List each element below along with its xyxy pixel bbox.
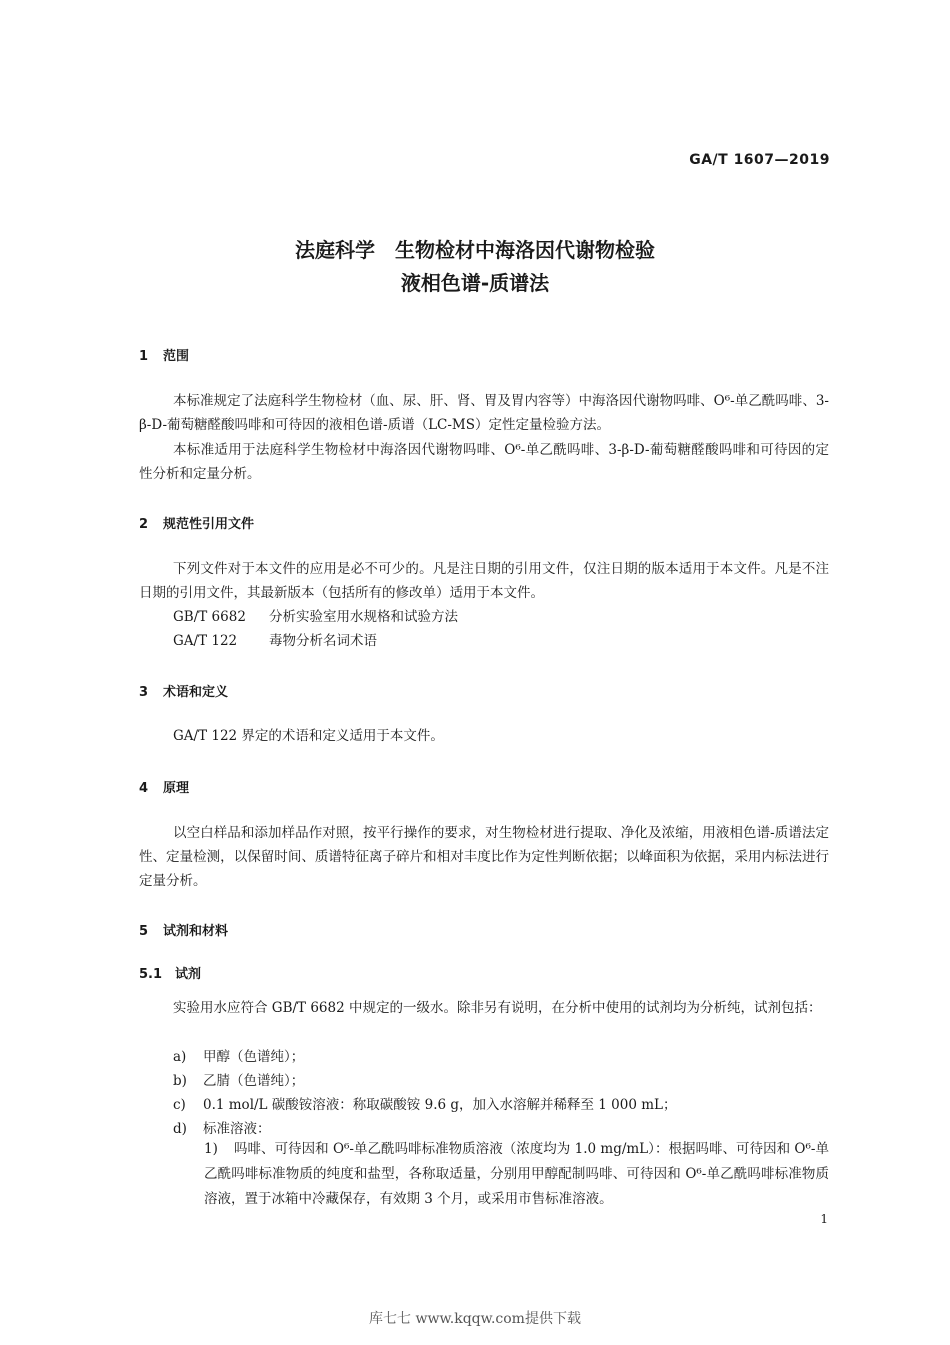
section-4-paragraph-1: 以空白样品和添加样品作对照，按平行操作的要求，对生物检材进行提取、净化及浓缩，用液相色谱-质谱法定性、定量检测，以保留时间、质谱特征离子碎片和相对丰度比作为定性判断依据；以峰面积为依据，采用内标法进行定量分析。 [139, 825, 829, 889]
item-mark: b) [173, 1073, 187, 1089]
standard-code: GA/T 1607—2019 [689, 152, 830, 168]
section-title: 范围 [163, 349, 190, 364]
section-number: 5 [139, 924, 149, 939]
section-title: 试剂和材料 [163, 924, 229, 939]
section-2-paragraph-1: 下列文件对于本文件的应用是必不可少的。凡是注日期的引用文件，仅注日期的版本适用于本文件。凡是不注日期的引用文件，其最新版本（包括所有的修改单）适用于本文件。 [139, 561, 829, 601]
section-1-paragraph-1: 本标准规定了法庭科学生物检材（血、尿、肝、肾、胃及胃内容等）中海洛因代谢物吗啡、O⁶-单乙酰吗啡、3-β-D-葡萄糖醛酸吗啡和可待因的液相色谱-质谱（LC-MS）定性定量检验方法。 [139, 393, 829, 433]
reagent-item-a [173, 1045, 304, 1069]
page-number: 1 [820, 1212, 828, 1226]
section-title: 原理 [163, 781, 190, 796]
section-4-heading [139, 777, 189, 796]
document-title-line2: 液相色谱-质谱法 [400, 271, 550, 295]
section-5-heading [139, 920, 228, 939]
section-number: 1 [139, 349, 149, 364]
standard-solution-item-1 [204, 1137, 829, 1212]
reagent-item-b [173, 1069, 304, 1093]
reference-title: 分析实验室用水规格和试验方法 [269, 609, 458, 625]
section-number: 3 [139, 685, 149, 700]
reagent-item-c [173, 1093, 677, 1117]
subsection-number: 5.1 [139, 967, 163, 982]
section-1-heading [139, 345, 189, 364]
item-text: 吗啡、可待因和 O⁶-单乙酰吗啡标准物质溶液（浓度均为 1.0 mg/mL）：根据吗啡、可待因和 O⁶-单乙酰吗啡标准物质的纯度和盐型，各称取适量，分别用甲醇配制吗啡、可待因和 O⁶-单乙酰吗啡标准物质溶液，置于冰箱中冷藏保存，有效期 3 个月，或采用市售标准溶液。 [204, 1141, 829, 1207]
section-number: 2 [139, 517, 149, 532]
footer-watermark: 库七七 www.kqqw.com提供下载 [369, 1311, 581, 1327]
subsection-title: 试剂 [175, 967, 202, 982]
section-title: 术语和定义 [163, 685, 229, 700]
item-text: 甲醇（色谱纯）； [203, 1049, 305, 1065]
section-3-heading [139, 681, 228, 700]
document-title-line1: 法庭科学 生物检材中海洛因代谢物检验 [295, 238, 655, 262]
reference-title: 毒物分析名词术语 [269, 633, 377, 649]
section-number: 4 [139, 781, 149, 796]
item-text: 标准溶液： [203, 1121, 271, 1137]
item-text: 0.1 mol/L 碳酸铵溶液：称取碳酸铵 9.6 g，加入水溶解并稀释至 1 000 mL； [203, 1097, 677, 1113]
item-text: 乙腈（色谱纯）； [203, 1073, 305, 1089]
normative-reference-2 [173, 629, 377, 653]
item-mark: 1) [204, 1141, 218, 1157]
section-3-paragraph-1: GA/T 122 界定的术语和定义适用于本文件。 [173, 728, 444, 744]
item-mark: d) [173, 1121, 187, 1137]
reference-code: GB/T 6682 [173, 609, 246, 625]
reference-code: GA/T 122 [173, 633, 238, 649]
section-title: 规范性引用文件 [163, 517, 255, 532]
section-1-paragraph-2: 本标准适用于法庭科学生物检材中海洛因代谢物吗啡、O⁶-单乙酰吗啡、3-β-D-葡萄糖醛酸吗啡和可待因的定性分析和定量分析。 [139, 442, 829, 482]
item-mark: c) [173, 1097, 186, 1113]
subsection-5-1-paragraph-1: 实验用水应符合 GB/T 6682 中规定的一级水。除非另有说明，在分析中使用的试剂均为分析纯，试剂包括： [173, 1000, 822, 1016]
section-2-heading [139, 513, 254, 532]
item-mark: a) [173, 1049, 187, 1065]
subsection-5-1-heading [139, 963, 201, 982]
normative-reference-1 [173, 605, 458, 629]
